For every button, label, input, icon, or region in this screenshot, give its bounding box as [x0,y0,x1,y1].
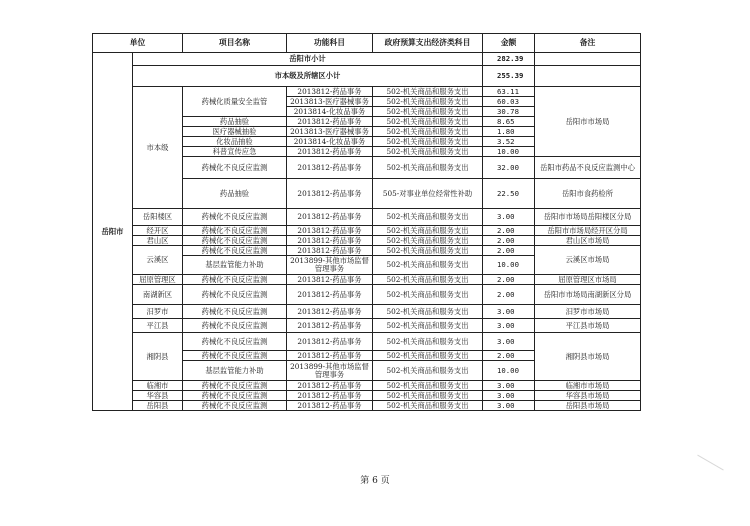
remark-cell: 岳阳市药品不良反应监测中心 [535,157,641,179]
table-row [93,285,641,305]
amount-cell: 3.00 [483,305,535,319]
function-cell: 2013812-药品事务 [287,117,373,127]
table-row [93,275,641,285]
economic-cell: 505-对事业单位经常性补助 [373,179,483,209]
project-cell: 药械化不良反应监测 [183,351,287,361]
amount-cell: 2.00 [483,275,535,285]
amount-cell: 2.00 [483,226,535,236]
table-row [93,333,641,351]
economic-cell: 502-机关商品和服务支出 [373,107,483,117]
remark-cell: 岳阳市市场局经开区分局 [535,226,641,236]
remark-cell: 岳阳市食药检所 [535,179,641,209]
table-row [93,87,641,97]
amount-cell: 1.80 [483,127,535,137]
project-cell: 药械化不良反应监测 [183,319,287,333]
function-cell: 2013813-医疗器械事务 [287,127,373,137]
economic-cell: 502-机关商品和服务支出 [373,209,483,226]
table-row [93,391,641,401]
function-cell: 2013812-药品事务 [287,147,373,157]
economic-cell: 502-机关商品和服务支出 [373,319,483,333]
function-cell: 2013814-化妆品事务 [287,107,373,117]
project-cell: 药械化不良反应监测 [183,401,287,411]
function-cell: 2013812-药品事务 [287,305,373,319]
header-project: 项目名称 [183,34,287,53]
economic-cell: 502-机关商品和服务支出 [373,361,483,381]
amount-cell: 3.52 [483,137,535,147]
amount-cell: 3.00 [483,209,535,226]
page-number: 第 6 页 [360,476,390,486]
economic-cell: 502-机关商品和服务支出 [373,226,483,236]
table-row [93,401,641,411]
project-cell: 基层监管能力补助 [183,361,287,381]
function-cell: 2013812-药品事务 [287,275,373,285]
function-cell: 2013812-药品事务 [287,236,373,246]
remark-cell: 屈原管理区市场局 [535,275,641,285]
economic-cell: 502-机关商品和服务支出 [373,137,483,147]
economic-cell: 502-机关商品和服务支出 [373,391,483,401]
city-subtotal-label: 岳阳市小计 [133,53,483,66]
function-cell: 2013812-药品事务 [287,179,373,209]
city-subtotal-amount: 282.39 [483,53,535,66]
function-cell: 2013812-药品事务 [287,391,373,401]
unit-cell: 平江县 [133,319,183,333]
table-row [93,246,641,256]
remark-cell: 湘阴县市场局 [535,333,641,381]
table-row [93,305,641,319]
table-row [93,209,641,226]
function-cell: 2013812-药品事务 [287,333,373,351]
economic-cell: 502-机关商品和服务支出 [373,246,483,256]
budget-table [92,33,641,411]
municipal-subtotal-amount: 255.39 [483,66,535,87]
project-cell: 药品抽验 [183,179,287,209]
amount-cell: 60.03 [483,97,535,107]
project-cell: 药械化不良反应监测 [183,275,287,285]
amount-cell: 10.00 [483,147,535,157]
economic-cell: 502-机关商品和服务支出 [373,87,483,97]
function-cell: 2013812-药品事务 [287,351,373,361]
city-cell: 岳阳市 [93,53,133,411]
function-cell: 2013812-药品事务 [287,401,373,411]
function-cell: 2013812-药品事务 [287,157,373,179]
amount-cell: 8.65 [483,117,535,127]
function-cell: 2013899-其他市场监督管理事务 [287,256,373,275]
remark-cell: 平江县市场局 [535,319,641,333]
function-cell: 2013812-药品事务 [287,87,373,97]
project-cell: 药械化不良反应监测 [183,236,287,246]
economic-cell: 502-机关商品和服务支出 [373,117,483,127]
amount-cell: 3.00 [483,391,535,401]
function-cell: 2013812-药品事务 [287,381,373,391]
amount-cell: 32.00 [483,157,535,179]
amount-cell: 3.00 [483,319,535,333]
unit-cell: 汨罗市 [133,305,183,319]
project-cell: 药械化不良反应监测 [183,209,287,226]
amount-cell: 63.11 [483,87,535,97]
header-function-subject: 功能科目 [287,34,373,53]
header-economic-subject: 政府预算支出经济类科目 [373,34,483,53]
unit-cell: 屈原管理区 [133,275,183,285]
economic-cell: 502-机关商品和服务支出 [373,351,483,361]
project-cell: 药械化不良反应监测 [183,381,287,391]
header-row [93,34,641,53]
economic-cell: 502-机关商品和服务支出 [373,256,483,275]
municipal-subtotal-label: 市本级及所辖区小计 [133,66,483,87]
amount-cell: 2.00 [483,285,535,305]
amount-cell: 2.00 [483,246,535,256]
table-row [93,226,641,236]
amount-cell: 2.00 [483,236,535,246]
remark-cell: 临湘市市场局 [535,381,641,391]
project-cell: 基层监管能力补助 [183,256,287,275]
project-cell: 药品抽验 [183,117,287,127]
remark-cell [535,53,641,66]
project-cell: 科普宣传应急 [183,147,287,157]
remark-cell [535,66,641,87]
function-cell: 2013899-其他市场监督管理事务 [287,361,373,381]
economic-cell: 502-机关商品和服务支出 [373,305,483,319]
project-cell: 药械化不良反应监测 [183,333,287,351]
project-cell: 药械化质量安全监管 [183,87,287,117]
function-cell: 2013812-药品事务 [287,319,373,333]
project-cell: 药械化不良反应监测 [183,157,287,179]
function-cell: 2013812-药品事务 [287,209,373,226]
function-cell: 2013814-化妆品事务 [287,137,373,147]
unit-cell: 云溪区 [133,246,183,275]
amount-cell: 10.00 [483,361,535,381]
header-amount: 金额 [483,34,535,53]
table-row [93,319,641,333]
function-cell: 2013813-医疗器械事务 [287,97,373,107]
project-cell: 药械化不良反应监测 [183,305,287,319]
table-row [93,236,641,246]
remark-cell: 岳阳市市场局 [535,87,641,157]
unit-cell: 君山区 [133,236,183,246]
remark-cell: 汨罗市市场局 [535,305,641,319]
function-cell: 2013812-药品事务 [287,226,373,236]
header-unit: 单位 [93,34,183,53]
economic-cell: 502-机关商品和服务支出 [373,157,483,179]
amount-cell: 3.00 [483,333,535,351]
amount-cell: 10.00 [483,256,535,275]
economic-cell: 502-机关商品和服务支出 [373,381,483,391]
remark-cell: 岳阳市市场局岳阳楼区分局 [535,209,641,226]
table-row [93,66,641,87]
project-cell: 药械化不良反应监测 [183,391,287,401]
remark-cell: 君山区市场局 [535,236,641,246]
project-cell: 药械化不良反应监测 [183,246,287,256]
project-cell: 医疗器械抽验 [183,127,287,137]
remark-cell: 岳阳县市场局 [535,401,641,411]
table-row [93,381,641,391]
economic-cell: 502-机关商品和服务支出 [373,97,483,107]
economic-cell: 502-机关商品和服务支出 [373,285,483,305]
economic-cell: 502-机关商品和服务支出 [373,401,483,411]
function-cell: 2013812-药品事务 [287,246,373,256]
amount-cell: 22.50 [483,179,535,209]
economic-cell: 502-机关商品和服务支出 [373,127,483,137]
remark-cell: 云溪区市场局 [535,246,641,275]
scan-artifact [682,455,723,497]
amount-cell: 30.78 [483,107,535,117]
unit-cell: 华容县 [133,391,183,401]
amount-cell: 2.00 [483,351,535,361]
unit-cell: 湘阴县 [133,333,183,381]
unit-cell: 岳阳楼区 [133,209,183,226]
unit-cell: 临湘市 [133,381,183,391]
economic-cell: 502-机关商品和服务支出 [373,275,483,285]
unit-municipal: 市本级 [133,87,183,209]
amount-cell: 3.00 [483,401,535,411]
remark-cell: 华容县市场局 [535,391,641,401]
table-row [93,53,641,66]
unit-cell: 岳阳县 [133,401,183,411]
economic-cell: 502-机关商品和服务支出 [373,236,483,246]
amount-cell: 3.00 [483,381,535,391]
project-cell: 化妆品抽验 [183,137,287,147]
unit-cell: 南湖新区 [133,285,183,305]
economic-cell: 502-机关商品和服务支出 [373,147,483,157]
economic-cell: 502-机关商品和服务支出 [373,333,483,351]
unit-cell: 经开区 [133,226,183,236]
remark-cell: 岳阳市市场局南湖新区分局 [535,285,641,305]
header-remark: 备注 [535,34,641,53]
project-cell: 药械化不良反应监测 [183,285,287,305]
project-cell: 药械化不良反应监测 [183,226,287,236]
function-cell: 2013812-药品事务 [287,285,373,305]
